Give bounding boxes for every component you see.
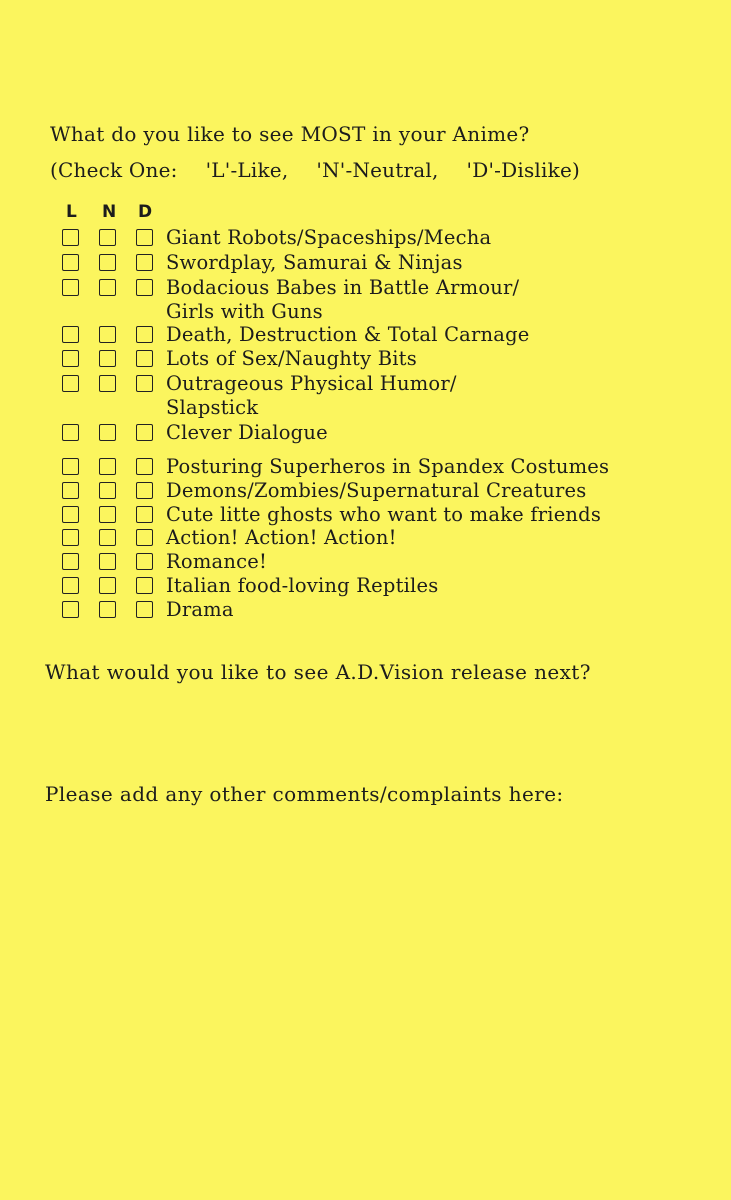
rating-checkboxes bbox=[62, 326, 158, 346]
like-checkbox[interactable] bbox=[62, 529, 79, 546]
rating-row-label: Death, Destruction & Total Carnage bbox=[166, 323, 530, 346]
neutral-checkbox[interactable] bbox=[99, 424, 116, 441]
instructions-neutral: 'N'-Neutral, bbox=[316, 158, 439, 182]
like-checkbox[interactable] bbox=[62, 424, 79, 441]
dislike-checkbox[interactable] bbox=[136, 553, 153, 570]
like-checkbox[interactable] bbox=[62, 553, 79, 570]
rating-row-label-continued: Slapstick bbox=[166, 396, 259, 419]
rating-row-label: Giant Robots/Spaceships/Mecha bbox=[166, 226, 492, 249]
dislike-checkbox[interactable] bbox=[136, 350, 153, 367]
dislike-checkbox[interactable] bbox=[136, 229, 153, 246]
dislike-checkbox[interactable] bbox=[136, 279, 153, 296]
dislike-checkbox[interactable] bbox=[136, 424, 153, 441]
question-next-release: What would you like to see A.D.Vision release next? bbox=[45, 660, 591, 684]
neutral-checkbox[interactable] bbox=[99, 529, 116, 546]
column-header-like: L bbox=[66, 202, 77, 222]
rating-checkboxes bbox=[62, 350, 158, 370]
dislike-checkbox[interactable] bbox=[136, 506, 153, 523]
rating-row-label: Clever Dialogue bbox=[166, 421, 328, 444]
like-checkbox[interactable] bbox=[62, 326, 79, 343]
neutral-checkbox[interactable] bbox=[99, 229, 116, 246]
rating-row-label: Cute litte ghosts who want to make friends bbox=[166, 503, 602, 526]
instructions-like: 'L'-Like, bbox=[205, 158, 289, 182]
dislike-checkbox[interactable] bbox=[136, 254, 153, 271]
column-header-dislike: D bbox=[138, 202, 153, 222]
like-checkbox[interactable] bbox=[62, 279, 79, 296]
dislike-checkbox[interactable] bbox=[136, 577, 153, 594]
neutral-checkbox[interactable] bbox=[99, 254, 116, 271]
rating-row-label: Bodacious Babes in Battle Armour/ bbox=[166, 276, 520, 299]
rating-checkboxes bbox=[62, 375, 158, 395]
like-checkbox[interactable] bbox=[62, 254, 79, 271]
neutral-checkbox[interactable] bbox=[99, 482, 116, 499]
question-most-heading: What do you like to see MOST in your Anime? bbox=[50, 122, 530, 146]
neutral-checkbox[interactable] bbox=[99, 326, 116, 343]
rating-checkboxes bbox=[62, 424, 158, 444]
like-checkbox[interactable] bbox=[62, 229, 79, 246]
rating-instructions bbox=[50, 158, 580, 182]
rating-checkboxes bbox=[62, 506, 158, 526]
rating-row-label-continued: Girls with Guns bbox=[166, 300, 323, 323]
instructions-dislike: 'D'-Dislike) bbox=[466, 158, 580, 182]
neutral-checkbox[interactable] bbox=[99, 458, 116, 475]
rating-checkboxes bbox=[62, 229, 158, 249]
rating-row-label: Drama bbox=[166, 598, 234, 621]
dislike-checkbox[interactable] bbox=[136, 326, 153, 343]
neutral-checkbox[interactable] bbox=[99, 506, 116, 523]
rating-checkboxes bbox=[62, 279, 158, 299]
instructions-prefix: (Check One: bbox=[50, 158, 178, 182]
rating-row-label: Posturing Superheros in Spandex Costumes bbox=[166, 455, 610, 478]
rating-row-label: Outrageous Physical Humor/ bbox=[166, 372, 457, 395]
like-checkbox[interactable] bbox=[62, 375, 79, 392]
rating-checkboxes bbox=[62, 254, 158, 274]
neutral-checkbox[interactable] bbox=[99, 375, 116, 392]
dislike-checkbox[interactable] bbox=[136, 482, 153, 499]
neutral-checkbox[interactable] bbox=[99, 553, 116, 570]
dislike-checkbox[interactable] bbox=[136, 601, 153, 618]
like-checkbox[interactable] bbox=[62, 350, 79, 367]
rating-row-label: Swordplay, Samurai & Ninjas bbox=[166, 251, 463, 274]
rating-checkboxes bbox=[62, 553, 158, 573]
rating-row-label: Italian food-loving Reptiles bbox=[166, 574, 439, 597]
question-comments: Please add any other comments/complaints here: bbox=[45, 782, 564, 806]
dislike-checkbox[interactable] bbox=[136, 458, 153, 475]
neutral-checkbox[interactable] bbox=[99, 601, 116, 618]
column-header-neutral: N bbox=[102, 202, 117, 222]
dislike-checkbox[interactable] bbox=[136, 529, 153, 546]
rating-checkboxes bbox=[62, 482, 158, 502]
rating-row-label: Action! Action! Action! bbox=[166, 526, 397, 549]
neutral-checkbox[interactable] bbox=[99, 577, 116, 594]
rating-checkboxes bbox=[62, 458, 158, 478]
rating-row-label: Lots of Sex/Naughty Bits bbox=[166, 347, 417, 370]
like-checkbox[interactable] bbox=[62, 458, 79, 475]
rating-checkboxes bbox=[62, 529, 158, 549]
rating-checkboxes bbox=[62, 601, 158, 621]
neutral-checkbox[interactable] bbox=[99, 279, 116, 296]
like-checkbox[interactable] bbox=[62, 577, 79, 594]
dislike-checkbox[interactable] bbox=[136, 375, 153, 392]
like-checkbox[interactable] bbox=[62, 506, 79, 523]
rating-row-label: Demons/Zombies/Supernatural Creatures bbox=[166, 479, 587, 502]
rating-row-label: Romance! bbox=[166, 550, 267, 573]
like-checkbox[interactable] bbox=[62, 482, 79, 499]
rating-checkboxes bbox=[62, 577, 158, 597]
neutral-checkbox[interactable] bbox=[99, 350, 116, 367]
like-checkbox[interactable] bbox=[62, 601, 79, 618]
